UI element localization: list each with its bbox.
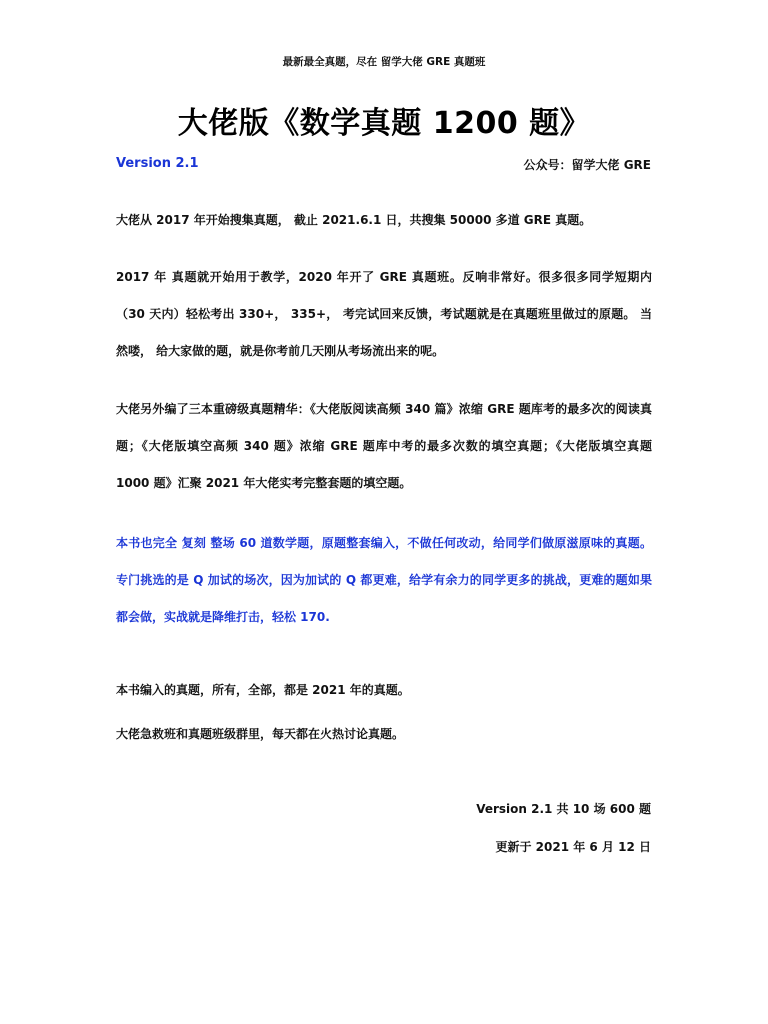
paragraph-discussion-group: 大佬急救班和真题班级群里，每天都在火热讨论真题。 <box>116 727 405 741</box>
account-label: 公众号：留学大佬 GRE <box>523 158 651 172</box>
paragraph-teaching-history: 2017 年 真题就开始用于教学，2020 年开了 GRE 真题班。反响非常好。很多很多同学短期内（30 天内）轻松考出 330+， 335+， 考完试回来反馈，考试题就是在真题班里做过的原题。 当然喽， 给大家做的题，就是你考前几天刚从考场流出来的呢。 <box>116 270 652 358</box>
paragraph-collection-intro: 大佬从 2017 年开始搜集真题， 截止 2021.6.1 日，共搜集 50000 多道 GRE 真题。 <box>116 213 592 227</box>
paragraph-all-2021: 本书编入的真题，所有，全部，都是 2021 年的真题。 <box>116 683 410 697</box>
header-note: 最新最全真题，尽在 留学大佬 GRE 真题班 <box>282 56 486 68</box>
document-title: 大佬版《数学真题 1200 题》 <box>177 106 591 141</box>
version-label: Version 2.1 <box>116 156 199 171</box>
footer-updated-date: 更新于 2021 年 6 月 12 日 <box>495 840 651 854</box>
paragraph-book-description: 本书也完全 复刻 整场 60 道数学题，原题整套编入，不做任何改动，给同学们做原滋原味的真题。专门挑选的是 Q 加试的场次，因为加试的 Q 都更难，给学有余力的同学更多的挑战，更难的题如果都会做，实战就是降维打击，轻松 170. <box>116 536 652 624</box>
footer-summary: Version 2.1 共 10 场 600 题 <box>476 802 651 816</box>
paragraph-other-books: 大佬另外编了三本重磅级真题精华：《大佬版阅读高频 340 篇》浓缩 GRE 题库考的最多次的阅读真题；《大佬版填空高频 340 题》浓缩 GRE 题库中考的最多次数的填空真题；《大佬版填空真题 1000 题》汇聚 2021 年大佬实考完整套题的填空题。 <box>116 402 652 490</box>
